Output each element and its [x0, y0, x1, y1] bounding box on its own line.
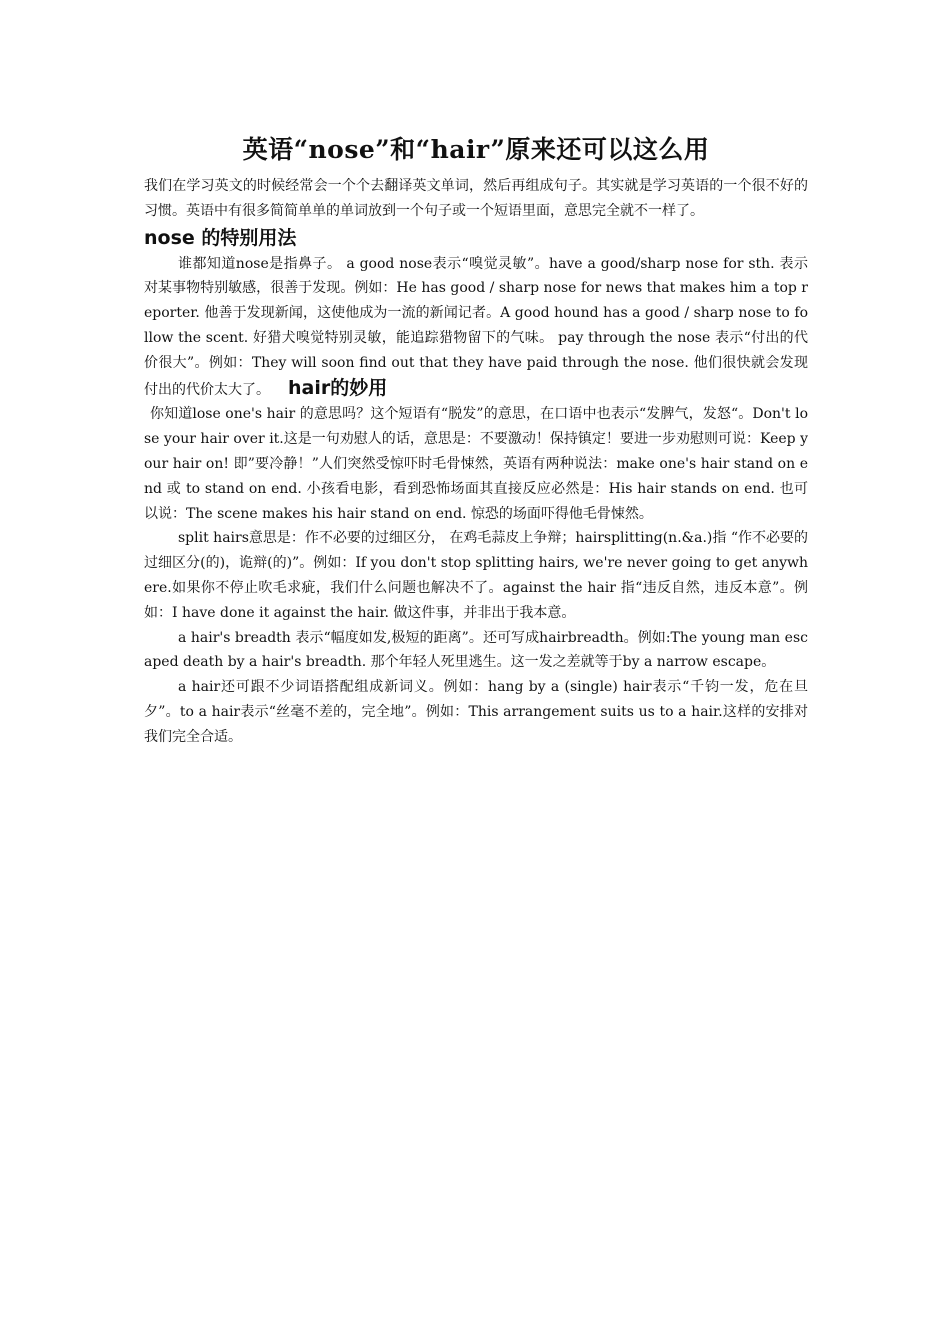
hair-paragraph-4: a hair还可跟不少词语搭配组成新词义。例如：hang by a (single) hair表示“千钧一发，危在旦夕”。to a hair表示“丝毫不差的，完全地”。例如：This arrangement suits us to a hair.这样的安排对我们完全合适。: [144, 679, 808, 745]
nose-section-heading: nose 的特别用法: [144, 226, 297, 249]
hair-section-heading: hair的妙用: [288, 376, 388, 399]
document-page: [144, 130, 808, 750]
nose-paragraph-text: 谁都知道nose是指鼻子。 a good nose表示“嗅觉灵敏”。have a good/sharp nose for sth. 表示对某事物特别敏感，很善于发现。例如：He has good / sharp nose for news that makes him a top reporter. 他善于发现新闻，这使他成为一流的新闻记者。A good hound has a good / sharp nose to follow the scent. 好猎犬嗅觉特别灵敏，能追踪猎物留下的气味。 pay through the nose 表示“付出的代价很大”。例如：They will soon find out that they have paid through the nose. 他们很快就会发现付出的代价太大了。: [144, 255, 808, 398]
hair-paragraph-1: 你知道lose one's hair 的意思吗？这个短语有“脱发”的意思，在口语中也表示“发脾气，发怒“。Don't lose your hair over it.这是一句劝慰人的话，意思是：不要激动！保持镇定！要进一步劝慰则可说：Keep your hair on! 即”要冷静！”人们突然受惊吓时毛骨悚然，英语有两种说法：make one's hair stand on end 或 to stand on end. 小孩看电影，看到恐怖场面其直接反应必然是：His hair stands on end. 也可以说：The scene makes his hair stand on end. 惊恐的场面吓得他毛骨悚然。: [144, 406, 808, 522]
hair-paragraph-2: split hairs意思是：作不必要的过细区分， 在鸡毛蒜皮上争辩；hairsplitting(n.&a.)指 “作不必要的过细区分(的)，诡辩(的)”。例如：If you don't stop splitting hairs, we're never going to get anywhere.如果你不停止吹毛求疵，我们什么问题也解决不了。against the hair 指“违反自然，违反本意”。例如：I have done it against the hair. 做这件事，并非出于我本意。: [144, 530, 808, 621]
nose-paragraph: [144, 252, 808, 403]
intro-paragraph: 我们在学习英文的时候经常会一个个去翻译英文单词，然后再组成句子。其实就是学习英语的一个很不好的习惯。英语中有很多简简单单的单词放到一个句子或一个短语里面，意思完全就不一样了。: [144, 178, 808, 219]
hair-paragraph-3: a hair's breadth 表示“幅度如发,极短的距离”。还可写成hairbreadth。例如:The young man escaped death by a hair's breadth. 那个年轻人死里逃生。这一发之差就等于by a narrow escape。: [144, 629, 808, 671]
document-title: 英语“nose”和“hair”原来还可以这么用: [242, 135, 710, 164]
